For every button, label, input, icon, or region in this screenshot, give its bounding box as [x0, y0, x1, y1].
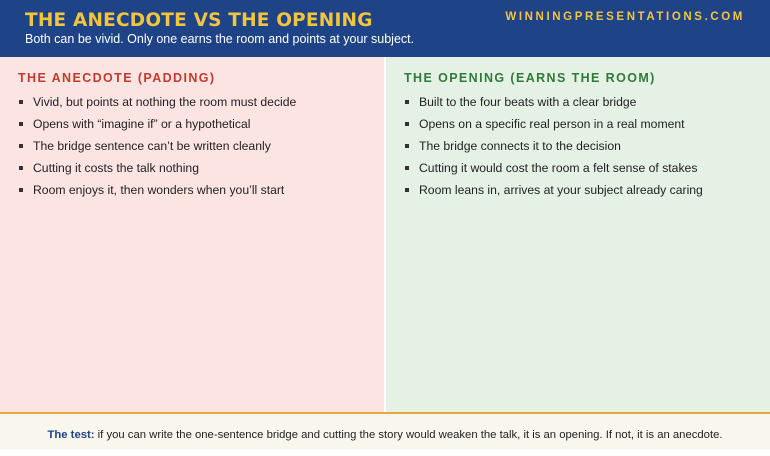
list-item-text: The bridge connects it to the decision — [419, 139, 621, 153]
page-title: THE ANECDOTE VS THE OPENING — [25, 10, 373, 31]
list-item — [404, 138, 770, 160]
bullet-icon — [19, 122, 23, 126]
opening-heading: THE OPENING (EARNS THE ROOM) — [404, 71, 656, 85]
bullet-icon — [405, 122, 409, 126]
list-item — [404, 94, 770, 116]
list-item-text: Cutting it would cost the room a felt sense of stakes — [419, 161, 698, 175]
bullet-icon — [405, 188, 409, 192]
brand-link[interactable]: WINNINGPRESENTATIONS.COM — [505, 11, 745, 23]
list-item-text: Built to the four beats with a clear bridge — [419, 95, 637, 109]
header-banner — [0, 0, 770, 57]
page-subtitle: Both can be vivid. Only one earns the room and points at your subject. — [25, 32, 415, 46]
bullet-icon — [405, 166, 409, 170]
bullet-icon — [19, 144, 23, 148]
list-item-text: Cutting it costs the talk nothing — [33, 161, 199, 175]
bullet-icon — [19, 100, 23, 104]
bullet-icon — [19, 166, 23, 170]
footer-label: The test: — [47, 429, 95, 441]
bullet-icon — [19, 188, 23, 192]
list-item-text: Opens with “imagine if” or a hypothetical — [33, 117, 251, 131]
list-item — [404, 160, 770, 182]
bullet-icon — [405, 144, 409, 148]
list-item — [18, 182, 384, 204]
bullet-icon — [405, 100, 409, 104]
opening-panel — [386, 57, 770, 412]
anecdote-panel — [0, 57, 384, 412]
list-item — [18, 94, 384, 116]
list-item-text: Room leans in, arrives at your subject already caring — [419, 183, 703, 197]
footer-text: if you can write the one-sentence bridge and cutting the story would weaken the talk, it is an opening. If not, it is an anecdote. — [94, 429, 723, 441]
footer-test-note — [0, 412, 770, 450]
list-item-text: Vivid, but points at nothing the room must decide — [33, 95, 297, 109]
list-item — [18, 138, 384, 160]
list-item — [404, 116, 770, 138]
list-item — [18, 116, 384, 138]
anecdote-list — [18, 94, 384, 204]
list-item-text: Opens on a specific real person in a real moment — [419, 117, 685, 131]
opening-list — [404, 94, 770, 204]
list-item — [18, 160, 384, 182]
anecdote-heading: THE ANECDOTE (PADDING) — [18, 71, 216, 85]
list-item — [404, 182, 770, 204]
list-item-text: Room enjoys it, then wonders when you’ll start — [33, 183, 285, 197]
list-item-text: The bridge sentence can’t be written cleanly — [33, 139, 271, 153]
